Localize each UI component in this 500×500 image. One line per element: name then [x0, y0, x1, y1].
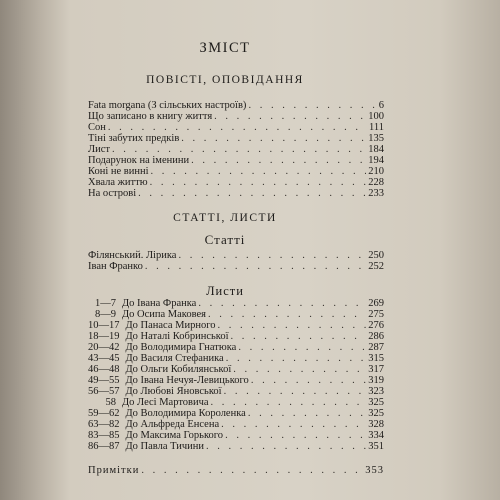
statti-list [88, 250, 384, 272]
toc-entry [88, 111, 384, 122]
entry-title: Лист [88, 144, 110, 155]
toc-entry-prymitky [88, 465, 384, 476]
entry-page: 210 [368, 166, 384, 177]
entry-title: На острові [88, 188, 137, 199]
entry-page: 317 [368, 364, 384, 375]
entry-page: 6 [378, 100, 384, 111]
page-title: ЗМІСТ [199, 40, 251, 56]
entry-title: До Івана Франка [122, 298, 197, 309]
povisti-list [88, 100, 384, 199]
leader-dots [214, 111, 366, 122]
entry-page: 334 [368, 430, 384, 441]
entry-title: До Осипа Маковея [122, 309, 207, 320]
leader-dots [198, 298, 366, 309]
leader-dots [181, 133, 366, 144]
letter-numbers: 58 [105, 397, 116, 408]
entry-page: 135 [368, 133, 384, 144]
letter-numbers: 1—7 [95, 298, 116, 309]
entry-title: До Панаса Мирного [125, 320, 216, 331]
leader-dots [151, 166, 367, 177]
letter-entry [88, 309, 384, 320]
entry-title: Подарунок на іменини [88, 155, 190, 166]
letter-entry [88, 320, 384, 331]
toc-entry [88, 250, 384, 261]
leader-dots [221, 419, 366, 430]
entry-page: 111 [369, 122, 384, 133]
leader-dots [233, 364, 366, 375]
leader-dots [150, 177, 367, 188]
entry-title: До Павла Тичини [125, 441, 205, 452]
letter-numbers: 43—45 [88, 353, 120, 364]
entry-page: 315 [368, 353, 384, 364]
leader-dots [108, 122, 367, 133]
leader-dots [231, 331, 367, 342]
letter-numbers: 63—82 [88, 419, 120, 430]
toc-entry [88, 261, 384, 272]
entry-title: До Наталі Кобринської [125, 331, 229, 342]
toc-entry [88, 100, 384, 111]
letter-entry [88, 430, 384, 441]
letter-entry [88, 342, 384, 353]
toc-entry [88, 188, 384, 199]
leader-dots [251, 375, 366, 386]
letter-numbers: 20—42 [88, 342, 120, 353]
toc-entry [88, 177, 384, 188]
entry-page: 184 [368, 144, 384, 155]
toc-page [60, 0, 390, 500]
entry-title: Філянський. Лірика [88, 250, 177, 261]
entry-page: 287 [368, 342, 384, 353]
entry-title: До Володимира Гнатюка [125, 342, 237, 353]
entry-title: Іван Франко [88, 261, 143, 272]
leader-dots [225, 430, 366, 441]
entry-page: 100 [368, 111, 384, 122]
leader-dots [145, 261, 366, 272]
letter-numbers: 83—85 [88, 430, 120, 441]
entry-title: Сон [88, 122, 106, 133]
section-title-povisti: ПОВІСТІ, ОПОВІДАННЯ [146, 74, 304, 86]
entry-title: До Максима Горького [125, 430, 224, 441]
toc-entry [88, 155, 384, 166]
leader-dots [191, 155, 366, 166]
letter-entry [88, 441, 384, 452]
entry-page: 328 [368, 419, 384, 430]
letter-entry [88, 386, 384, 397]
leader-dots [248, 100, 376, 111]
entry-title: До Василя Стефаника [125, 353, 224, 364]
letter-entry [88, 419, 384, 430]
leader-dots [248, 408, 366, 419]
lysty-list [88, 298, 384, 452]
toc-entry [88, 122, 384, 133]
entry-page: 276 [368, 320, 384, 331]
entry-title: Що записано в книгу життя [88, 111, 213, 122]
letter-numbers: 8—9 [95, 309, 116, 320]
entry-page: 325 [368, 397, 384, 408]
entry-page: 269 [368, 298, 384, 309]
entry-page: 233 [368, 188, 384, 199]
leader-dots [141, 465, 363, 476]
letter-entry [88, 364, 384, 375]
leader-dots [178, 250, 366, 261]
subsection-title-statti: Статті [204, 232, 246, 247]
leader-dots [206, 441, 366, 452]
leader-dots [211, 397, 367, 408]
letter-numbers: 18—19 [88, 331, 120, 342]
entry-page: 351 [368, 441, 384, 452]
letter-entry [88, 375, 384, 386]
entry-page: 228 [368, 177, 384, 188]
entry-page: 319 [368, 375, 384, 386]
entry-title: До Альфреда Енсена [125, 419, 220, 430]
section-title-statti-lysty: СТАТТІ, ЛИСТИ [173, 212, 277, 224]
entry-page: 325 [368, 408, 384, 419]
entry-title: До Любові Яновської [125, 386, 222, 397]
toc-entry [88, 166, 384, 177]
letter-numbers: 59—62 [88, 408, 120, 419]
toc-entry [88, 133, 384, 144]
entry-page: 194 [368, 155, 384, 166]
letter-numbers: 56—57 [88, 386, 120, 397]
entry-title: До Володимира Короленка [125, 408, 246, 419]
leader-dots [226, 353, 367, 364]
subsection-title-lysty: Листи [206, 284, 244, 298]
toc-entry [88, 144, 384, 155]
letter-entry [88, 397, 384, 408]
entry-title: Хвала життю [88, 177, 148, 188]
entry-title: До Лесі Мартовича [122, 397, 209, 408]
entry-title: Примітки [88, 465, 140, 476]
entry-page: 286 [368, 331, 384, 342]
entry-page: 323 [368, 386, 384, 397]
entry-page: 252 [368, 261, 384, 272]
leader-dots [138, 188, 366, 199]
leader-dots [224, 386, 367, 397]
entry-title: До Івана Нечуя-Левицького [125, 375, 249, 386]
leader-dots [112, 144, 366, 155]
entry-title: Коні не винні [88, 166, 149, 177]
entry-title: Тіні забутих предків [88, 133, 180, 144]
letter-entry [88, 298, 384, 309]
leader-dots [218, 320, 367, 331]
entry-page: 353 [365, 465, 384, 476]
letter-numbers: 49—55 [88, 375, 120, 386]
leader-dots [238, 342, 366, 353]
letter-entry [88, 353, 384, 364]
letter-entry [88, 408, 384, 419]
letter-numbers: 86—87 [88, 441, 120, 452]
entry-page: 250 [368, 250, 384, 261]
letter-entry [88, 331, 384, 342]
letter-numbers: 46—48 [88, 364, 120, 375]
entry-title: До Ольги Кобилянської [125, 364, 232, 375]
entry-title: Fata morgana (З сільських настроїв) [88, 100, 247, 111]
leader-dots [208, 309, 366, 320]
letter-numbers: 10—17 [88, 320, 120, 331]
prymitky-list [88, 465, 384, 476]
entry-page: 275 [368, 309, 384, 320]
